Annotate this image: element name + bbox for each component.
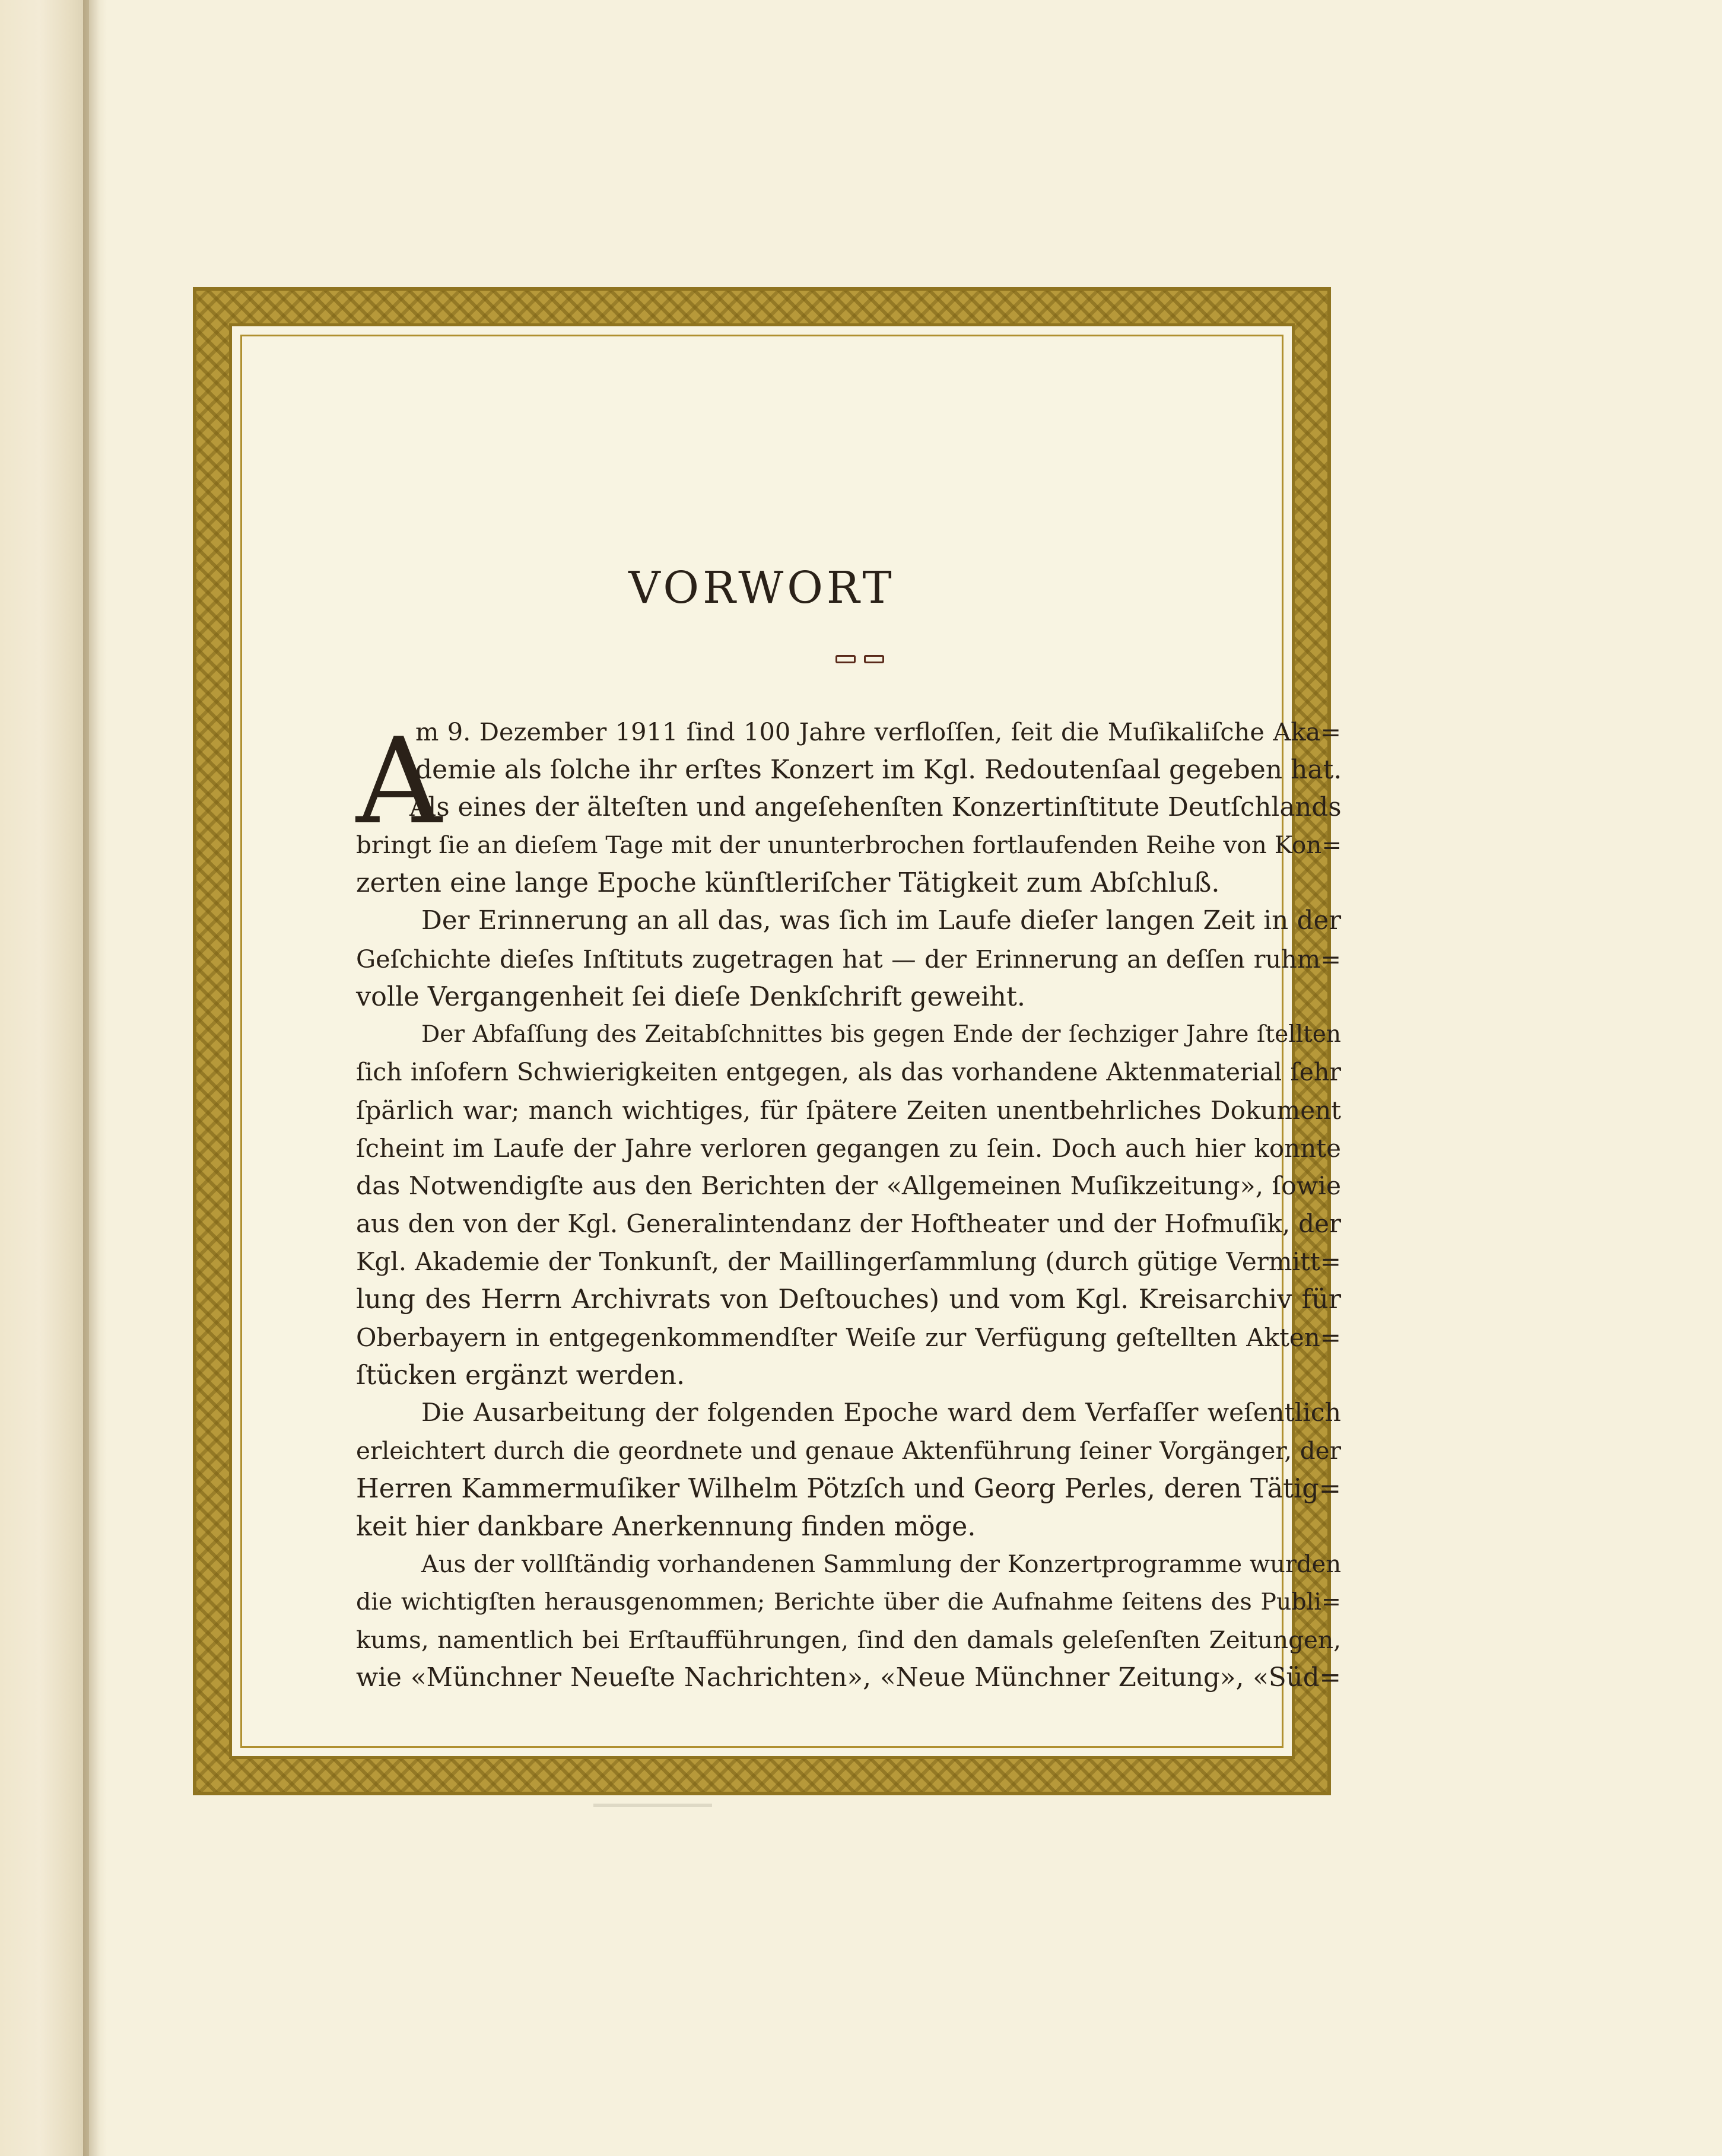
ornament-bar-right [864, 655, 884, 663]
text-line: bringt ſie an dieſem Tage mit der ununterbrochen fortlaufenden Reihe von Kon= [356, 831, 1342, 860]
text-line: Geſchichte dieſes Inſtituts zugetragen hat — der Erinnerung an deſſen ruhm= [356, 944, 1341, 974]
left-page-stack [0, 0, 89, 2156]
text-line: m 9. Dezember 1911 ſind 100 Jahre verfloſſen, ſeit die Muſikaliſche Aka= [415, 717, 1341, 746]
text-line: volle Vergangenheit ſei dieſe Denkſchrift geweiht. [356, 981, 1025, 1012]
text-line: das Notwendigſte aus den Berichten der «Allgemeinen Muſikzeitung», ſowie [356, 1171, 1341, 1201]
text-line: aus den von der Kgl. Generalintendanz der Hoftheater und der Hofmuſik, der [356, 1209, 1341, 1239]
text-line: ſich inſofern Schwierigkeiten entgegen, als das vorhandene Aktenmaterial ſehr [356, 1058, 1341, 1087]
text-line: die wichtigſten herausgenommen; Berichte über die Aufnahme ſeitens des Publi= [356, 1588, 1341, 1616]
ornament-bar-left [835, 655, 856, 663]
text-line: Aus der vollſtändig vorhandenen Sammlung der Konzertprogramme wurden [421, 1550, 1342, 1578]
text-line: ſpärlich war; manch wichtiges, für ſpätere Zeiten unentbehrliches Dokument [356, 1095, 1341, 1125]
text-line: Kgl. Akademie der Tonkunſt, der Maillingerſammlung (durch gütige Vermitt= [356, 1247, 1341, 1277]
text-line: Oberbayern in entgegenkommendſter Weiſe zur Verfügung geſtellten Akten= [356, 1322, 1341, 1352]
text-line: zerten eine lange Epoche künſtleriſcher Tätigkeit zum Abſchluß. [356, 868, 1220, 899]
show-through-mark [593, 1804, 712, 1807]
title-ornament-icon [835, 655, 889, 666]
text-line: Der Abfaſſung des Zeitabſchnittes bis gegen Ende der ſechziger Jahre ſtellten [421, 1021, 1341, 1048]
drop-capital: A [356, 713, 442, 851]
text-line: Herren Kammermuſiker Wilhelm Pötzſch und Georg Perles, deren Tätig= [356, 1473, 1341, 1504]
text-line: Der Erinnerung an all das, was ſich im Laufe dieſer langen Zeit in der [421, 905, 1341, 936]
text-line: erleichtert durch die geordnete und genaue Aktenführung ſeiner Vorgänger, der [356, 1436, 1341, 1465]
text-line: keit hier dankbare Anerkennung finden möge. [356, 1511, 976, 1542]
page-title: VORWORT [628, 562, 895, 613]
text-line: Die Ausarbeitung der folgenden Epoche ward dem Verfaſſer weſentlich [421, 1398, 1341, 1428]
text-line: kums, namentlich bei Erſtaufführungen, ſind den damals geleſenſten Zeitungen, [356, 1626, 1341, 1655]
text-line: Als eines der älteſten und angeſehenſten Konzertinſtitute Deutſchlands [409, 792, 1342, 822]
preface-body [356, 713, 1341, 1697]
text-line: ſtücken ergänzt werden. [356, 1360, 685, 1391]
text-line: ſcheint im Laufe der Jahre verloren gegangen zu ſein. Doch auch hier konnte [356, 1133, 1341, 1163]
text-line: demie als ſolche ihr erſtes Konzert im Kgl. Redoutenſaal gegeben hat. [415, 754, 1342, 785]
text-line: wie «Münchner Neueſte Nachrichten», «Neue Münchner Zeitung», «Süd= [356, 1662, 1341, 1693]
spine-shadow [83, 0, 107, 2156]
text-line: lung des Herrn Archivrats von Deſtouches) und vom Kgl. Kreisarchiv für [356, 1284, 1341, 1315]
